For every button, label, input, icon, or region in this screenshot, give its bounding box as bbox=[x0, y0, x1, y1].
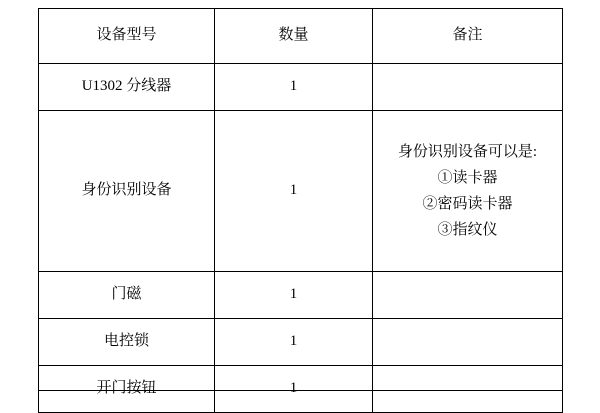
table-header-row bbox=[39, 9, 563, 64]
cell-note bbox=[373, 64, 563, 111]
cell-model: 电控锁 bbox=[39, 319, 215, 366]
table-row bbox=[39, 64, 563, 111]
table-row bbox=[39, 272, 563, 319]
cell-note bbox=[373, 111, 563, 272]
table-row bbox=[39, 111, 563, 272]
spec-table-container bbox=[38, 8, 562, 413]
cell-model: 身份识别设备 bbox=[39, 111, 215, 272]
note-line: 身份识别设备可以是: bbox=[397, 143, 538, 160]
cell-note bbox=[373, 272, 563, 319]
cell-model: U1302 分线器 bbox=[39, 64, 215, 111]
note-line: ②密码读卡器 bbox=[422, 196, 513, 212]
cell-quantity: 1 bbox=[215, 319, 373, 366]
note-line: ①读卡器 bbox=[437, 169, 498, 186]
header-cell-note: 备注 bbox=[373, 9, 563, 64]
note-line: ③指纹仪 bbox=[437, 222, 498, 239]
cell-quantity: 1 bbox=[215, 64, 373, 111]
cell-model: 开门按钮 bbox=[39, 366, 215, 413]
cell-quantity: 1 bbox=[215, 366, 373, 413]
table-row bbox=[39, 319, 563, 366]
cell-note bbox=[373, 319, 563, 366]
equipment-spec-table bbox=[38, 8, 563, 413]
header-cell-model: 设备型号 bbox=[39, 9, 215, 64]
cell-model: 门磁 bbox=[39, 272, 215, 319]
cell-quantity: 1 bbox=[215, 111, 373, 272]
header-cell-quantity: 数量 bbox=[215, 9, 373, 64]
bottom-divider bbox=[38, 390, 562, 391]
cell-note bbox=[373, 366, 563, 413]
cell-quantity: 1 bbox=[215, 272, 373, 319]
table-row bbox=[39, 366, 563, 413]
note-list bbox=[375, 139, 560, 244]
